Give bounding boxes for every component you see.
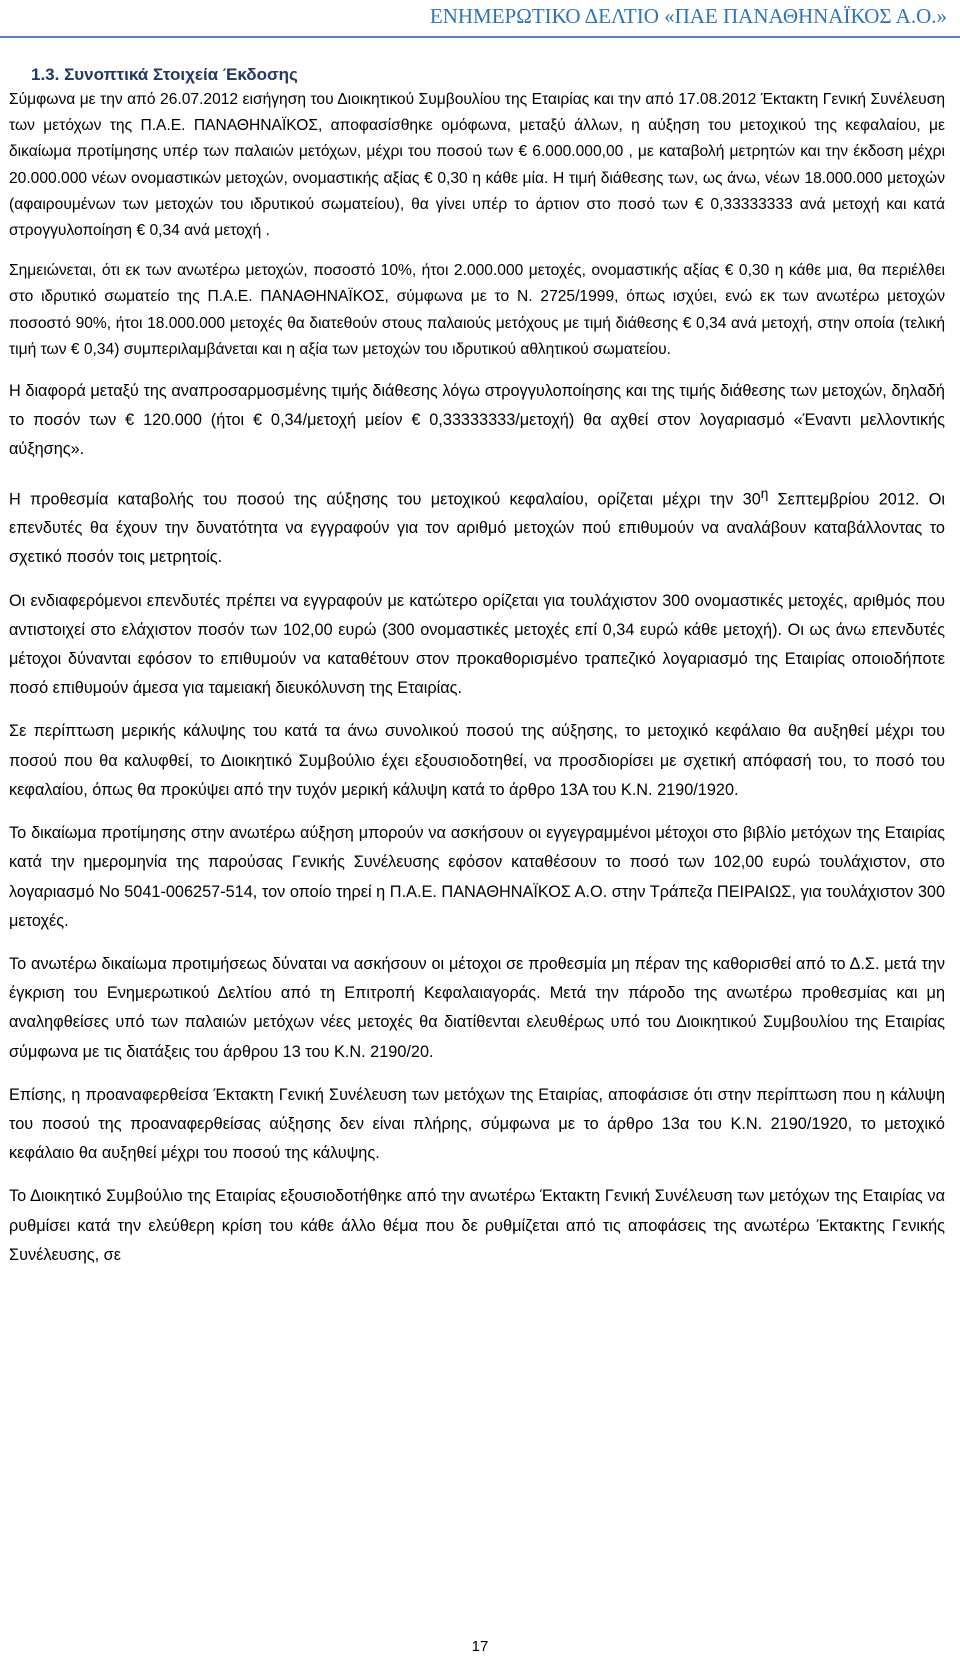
page-body <box>9 62 945 1284</box>
paragraph-issue-summary: Σύμφωνα με την από 26.07.2012 εισήγηση του Διοικητικού Συμβουλίου της Εταιρίας και την από 17.08.2012 Έκτακτη Γενική Συνέλευση των μετόχων της Π.Α.Ε. ΠΑΝΑΘΗΝΑΪΚΟΣ, αποφασίσθηκε ομόφωνα, μεταξύ άλλων, η αύξηση του μετοχικού της κεφαλαίου, με δικαίωμα προτίμησης υπέρ των παλαιών μετόχων, μέχρι του ποσού των € 6.000.000,00 , με καταβολή μετρητών και την έκδοση μέχρι 20.000.000 νέων ονομαστικών μετοχών, ονομαστικής αξίας € 0,30 η κάθε μία. Η τιμή διάθεσης των, ως άνω, νέων 18.000.000 μετοχών (αφαιρουμένων των μετοχών του ιδρυτικού σωματείου), θα γίνει υπέρ το άρτιον στο ποσό των € 0,33333333 ανά μετοχή και κατά στρογγυλοποίηση € 0,34 ανά μετοχή . <box>9 91 945 240</box>
paragraph-incomplete-coverage: Επίσης, η προαναφερθείσα Έκτακτη Γενική Συνέλευση των μετόχων της Εταιρίας, αποφάσισε ότι στην περίπτωση που η κάλυψη του ποσού της προαναφερθείσας αύξησης δεν είναι πλήρης, σύμφωνα με το άρθρο 13α του Κ.Ν. 2190/1920, το μετοχικό κεφάλαιο θα αυξηθεί μέχρι του ποσού της κάλυψης. <box>9 1085 945 1163</box>
paragraph-minimum-subscription: Οι ενδιαφερόμενοι επενδυτές πρέπει να εγγραφούν με κατώτερο ορίζεται για τουλάχιστον 300 ονομαστικές μετοχές, αριθμός που αντιστοιχεί στο ελάχιστον ποσόν των 102,00 ευρώ (300 ονομαστικές μετοχές επί 0,34 ευρώ κάθε μετοχή). Οι ως άνω επενδυτές μέτοχοι δύνανται εφόσον το επιθυμούν να καταθέτουν στον προκαθορισμένο τραπεζικό λογαριασμό της Εταιρίας οποιοδήποτε ποσό επιθυμούν άμεσα για ταμειακή διευκόλυνση της Εταιρίας. <box>9 591 945 698</box>
page-number: 17 <box>471 1638 489 1655</box>
header-divider <box>0 36 960 38</box>
deadline-lead: Η προθεσμία καταβολής του ποσού της αύξησης του μετοχικού κεφαλαίου, ορίζεται μέχρι την 30 <box>9 490 761 509</box>
paragraph-exercise-period: Το ανωτέρω δικαίωμα προτιμήσεως δύναται να ασκήσουν οι μέτοχοι σε προθεσμία μη πέραν της καθορισθεί από το Δ.Σ. μετά την έγκριση του Ενημερωτικού Δελτίου από τη Επιτροπή Κεφαλαιαγοράς. Μετά την πάροδο της ανωτέρω προθεσμίας και μη αναληφθείσες υπό των παλαιών μετόχων νέες μετοχές θα διατίθενται ελευθέρως υπό του Διοικητικού Συμβουλίου της Εταιρίας σύμφωνα με τις διατάξεις του άρθρου 13 του Κ.Ν. 2190/20. <box>9 954 945 1061</box>
deadline-rest: Σεπτεμβρίου 2012. Οι επενδυτές θα έχουν την δυνατότητα να εγγραφούν για τον αριθμό μετοχών πού επιθυμούν να αναλάβουν καταβάλλοντας το σχετικό ποσόν τοις μετρητοίς. <box>9 490 946 567</box>
paragraph-rounding-difference: Η διαφορά μεταξύ της αναπροσαρμοσμένης τιμής διάθεσης λόγω στρογγυλοποίησης και της τιμής διάθεσης των μετοχών, δηλαδή το ποσόν των € 120.000 (ήτοι € 0,34/μετοχή μείον € 0,33333333/μετοχή) θα αχθεί στον λογαριασμό «Έναντι μελλοντικής αύξησης». <box>9 382 945 459</box>
paragraph-partial-coverage: Σε περίπτωση μερικής κάλυψης του κατά τα άνω συνολικού ποσού της αύξησης, το μετοχικό κεφάλαιο θα αυξηθεί μέχρι του ποσού που θα καλυφθεί, το Διοικητικό Συμβούλιο έχει εξουσιοδοτηθεί, να προσδιορίσει με σχετική απόφασή του, το ποσό του κεφαλαίου, όπως θα προκύψει από την τυχόν μερική κάλυψη κατά το άρθρο 13Α του Κ.Ν. 2190/1920. <box>9 722 945 799</box>
paragraph-board-authorization: Το Διοικητικό Συμβούλιο της Εταιρίας εξουσιοδοτήθηκε από την ανωτέρω Έκτακτη Γενική Συνέλευση των μετόχων της Εταιρίας να ρυθμίσει κατά την ελεύθερη κρίση του κάθε άλλο θέμα που δε ρυθμίζεται από τις αποφάσεις της ανωτέρω Έκτακτης Γενικής Συνέλευσης, σε <box>9 1187 945 1264</box>
section-title: 1.3. Συνοπτικά Στοιχεία Έκδοσης <box>31 65 298 84</box>
paragraph-payment-deadline <box>9 479 945 573</box>
document-header: ΕΝΗΜΕΡΩΤΙΚΟ ΔΕΛΤΙΟ «ΠΑΕ ΠΑΝΑΘΗΝΑΪΚΟΣ Α.Ο.» <box>429 4 947 28</box>
deadline-superscript: η <box>760 485 769 501</box>
paragraph-preemption-right: Το δικαίωμα προτίμησης στην ανωτέρω αύξηση μπορούν να ασκήσουν οι εγγεγραμμένοι μέτοχοι στο βιβλίο μετόχων της Εταιρίας κατά την ημερομηνία της παρούσας Γενικής Συνέλευσης εφόσον καταθέσουν το ποσό των 102,00 ευρώ τουλάχιστον, στο λογαριασμό Νο 5041-006257-514, τον οποίο τηρεί η Π.Α.Ε. ΠΑΝΑΘΗΝΑΪΚΟΣ Α.Ο. στην Τράπεζα ΠΕΙΡΑΙΩΣ, για τουλάχιστον 300 μετοχές. <box>9 824 945 930</box>
paragraph-founding-club-shares: Σημειώνεται, ότι εκ των ανωτέρω μετοχών, ποσοστό 10%, ήτοι 2.000.000 μετοχές, ονομαστικής αξίας € 0,30 η κάθε μια, θα περιέλθει στο ιδρυτικό σωματείο της Π.Α.Ε. ΠΑΝΑΘΗΝΑΪΚΟΣ, σύμφωνα με το Ν. 2725/1999, όπως ισχύει, ενώ εκ των ανωτέρω μετοχών ποσοστό 90%, ήτοι 18.000.000 μετοχές θα διατεθούν στους παλαιούς μετόχους με τιμή διάθεσης € 0,34 ανά μετοχή, στην οποία (τελική τιμή των € 0,34) συμπεριλαμβάνεται και η αξία των μετοχών του ιδρυτικού αθλητικού σωματείου. <box>9 262 945 358</box>
